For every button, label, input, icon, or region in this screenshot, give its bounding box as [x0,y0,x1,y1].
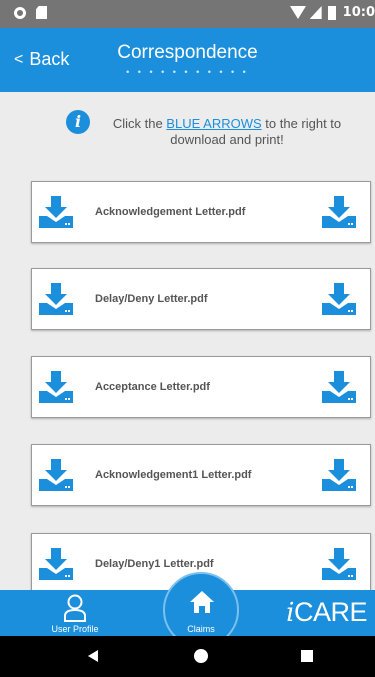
info-suffix: to the right to download and print! [170,116,342,147]
sd-card-icon [36,6,47,19]
download-icon[interactable] [39,196,73,228]
info-prefix: Click the [112,116,167,131]
download-icon[interactable] [39,283,73,315]
file-name: Acceptance Letter.pdf [95,381,210,393]
user-profile-label: User Profile [51,624,99,634]
claims-label: Claims [187,624,215,634]
system-home-icon[interactable] [194,649,208,663]
file-card[interactable] [31,268,371,330]
battery-icon [328,6,336,20]
status-bar [0,0,375,28]
download-icon[interactable] [322,371,356,403]
file-card[interactable] [31,444,371,506]
info-icon: i [66,110,90,134]
info-text [102,116,352,148]
status-clock: 10:0 [342,5,375,20]
system-back-icon[interactable] [88,650,98,662]
icare-logo: iCARE [286,597,367,628]
download-icon[interactable] [39,371,73,403]
page-title: Correspondence [117,42,258,63]
download-icon[interactable] [322,459,356,491]
wifi-icon [290,6,306,19]
system-navigation-bar [0,636,375,677]
app-header [0,28,375,92]
back-label: Back [29,49,70,69]
file-name: Delay/Deny Letter.pdf [95,293,208,305]
user-icon [63,594,87,622]
file-name: Delay/Deny1 Letter.pdf [95,558,214,570]
file-name: Acknowledgement Letter.pdf [95,206,246,218]
download-icon[interactable] [322,283,356,315]
nav-user-profile[interactable] [44,590,106,636]
download-icon[interactable] [322,196,356,228]
chevron-left-icon: < [14,50,24,68]
signal-icon [310,6,322,19]
file-card[interactable] [31,181,371,243]
home-icon [189,590,215,614]
notification-dot-icon [14,7,26,19]
download-icon[interactable] [39,459,73,491]
system-recents-icon[interactable] [301,650,313,662]
title-dots: • • • • • • • • • • • [126,67,249,77]
file-card[interactable] [31,356,371,418]
download-icon[interactable] [39,548,73,580]
download-icon[interactable] [322,548,356,580]
blue-arrows-link[interactable]: BLUE ARROWS [166,116,262,131]
file-name: Acknowledgement1 Letter.pdf [95,469,252,481]
